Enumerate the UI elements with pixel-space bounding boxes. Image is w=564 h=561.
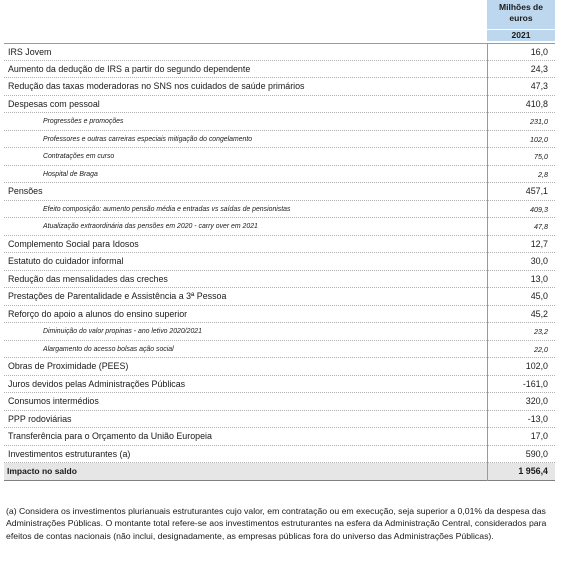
row-label: Redução das mensalidades das creches	[8, 273, 168, 284]
table-row	[4, 288, 555, 306]
row-value: 23,2	[487, 323, 555, 341]
row-label: IRS Jovem	[8, 47, 52, 57]
row-label: Juros devidos pelas Administrações Públicas	[8, 378, 186, 389]
row-label: Investimentos estruturantes (a)	[8, 448, 131, 459]
row-value: -161,0	[487, 376, 555, 394]
unit-label: Milhões de euros	[499, 2, 543, 23]
row-label: Transferência para o Orçamento da União Europeia	[8, 431, 212, 441]
table-row	[4, 61, 555, 79]
table-row	[4, 446, 555, 464]
total-row	[4, 463, 555, 481]
table-subrow	[4, 131, 555, 149]
row-value: 16,0	[487, 44, 555, 62]
row-label: Progressões e promoções	[43, 118, 124, 125]
row-value: 75,0	[487, 148, 555, 166]
row-value: 410,8	[487, 96, 555, 114]
row-label: Despesas com pessoal	[8, 98, 100, 109]
total-label: Impacto no saldo	[7, 466, 77, 476]
row-value: 24,3	[487, 61, 555, 79]
table-row	[4, 411, 555, 429]
row-value: 102,0	[487, 358, 555, 376]
year-label: 2021	[487, 29, 555, 41]
table-subrow	[4, 148, 555, 166]
table-subrow	[4, 323, 555, 341]
table-row	[4, 183, 555, 201]
row-value: 12,7	[487, 236, 555, 254]
row-value: 45,0	[487, 288, 555, 306]
total-value: 1 956,4	[487, 463, 555, 481]
row-value: 2,8	[487, 166, 555, 184]
row-label: Redução das taxas moderadoras no SNS nos cuidados de saúde primários	[8, 81, 305, 91]
row-value: 45,2	[487, 306, 555, 324]
table-subrow	[4, 218, 555, 236]
row-value: 47,3	[487, 78, 555, 96]
table-row	[4, 271, 555, 289]
row-value: 17,0	[487, 428, 555, 446]
row-value: 590,0	[487, 446, 555, 464]
table-row	[4, 253, 555, 271]
row-label: Estatuto do cuidador informal	[8, 256, 124, 266]
row-value: 13,0	[487, 271, 555, 289]
row-value: 30,0	[487, 253, 555, 271]
column-header	[487, 0, 555, 41]
row-label: Complemento Social para Idosos	[8, 238, 139, 249]
impact-table	[4, 43, 555, 481]
table-row	[4, 358, 555, 376]
table-row	[4, 306, 555, 324]
table-subrow	[4, 113, 555, 131]
row-value: -13,0	[487, 411, 555, 429]
row-label: Diminuição do valor propinas - ano letivo 2020/2021	[43, 328, 202, 335]
row-value: 320,0	[487, 393, 555, 411]
table-subrow	[4, 341, 555, 359]
table-row	[4, 393, 555, 411]
table-subrow	[4, 201, 555, 219]
row-label: Professores e outras carreiras especiais mitigação do congelamento	[43, 135, 253, 143]
table-row	[4, 376, 555, 394]
table-row	[4, 43, 555, 61]
row-value: 22,0	[487, 341, 555, 359]
row-value: 409,3	[487, 201, 555, 219]
row-value: 231,0	[487, 113, 555, 131]
table-subrow	[4, 166, 555, 184]
table-row	[4, 428, 555, 446]
row-label: PPP rodoviárias	[8, 413, 72, 424]
row-label: Obras de Proximidade (PEES)	[8, 361, 129, 371]
table-row	[4, 96, 555, 114]
row-label: Prestações de Parentalidade e Assistência a 3ª Pessoa	[8, 291, 227, 301]
row-label: Alargamento do acesso bolsas ação social	[43, 345, 174, 353]
row-value: 457,1	[487, 183, 555, 201]
footnote: (a) Considera os investimentos plurianuais estruturantes cujo valor, em contratação ou em execução, seja superior a 0,01% da despesa das Administrações Públicas. O montante total refere-se aos investimentos estruturantes na esfera da Administração Central, considerados para efeitos de contas nacionais (não inclui, designadamente, as empresas públicas fora do universo das Administrações Públicas).	[6, 506, 547, 541]
row-label: Atualização extraordinária das pensões em 2020 - carry over em 2021	[43, 223, 258, 230]
row-label: Aumento da dedução de IRS a partir do segundo dependente	[8, 63, 251, 74]
row-label: Consumos intermédios	[8, 396, 99, 406]
row-label: Contratações em curso	[43, 153, 115, 160]
row-label: Efeito composição: aumento pensão média e entradas vs saídas de pensionistas	[43, 205, 291, 213]
row-label: Hospital de Braga	[43, 170, 98, 178]
row-label: Reforço do apoio a alunos do ensino superior	[8, 308, 188, 319]
row-value: 47,8	[487, 218, 555, 236]
table-row	[4, 236, 555, 254]
row-value: 102,0	[487, 131, 555, 149]
row-label: Pensões	[8, 186, 43, 196]
table-row	[4, 78, 555, 96]
